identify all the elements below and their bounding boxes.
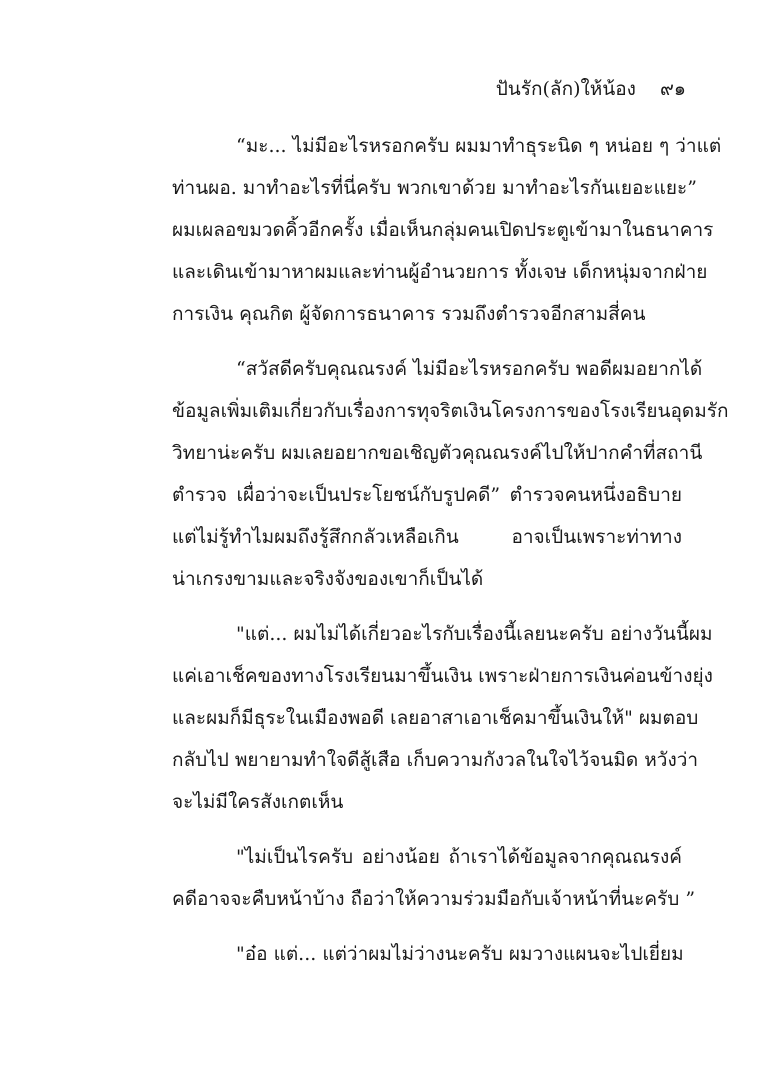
- text-line: คดีอาจจะคืบหน้าบ้าง ถือว่าให้ความร่วมมือกับเจ้าหน้าที่นะครับ ”: [172, 888, 696, 910]
- running-head: [496, 74, 686, 104]
- paragraph-2: [172, 348, 729, 600]
- paragraph-1: [172, 125, 722, 335]
- text-line: ตำรวจ เผื่อว่าจะเป็นประโยชน์กับรูปคดี” ตำรวจคนหนึ่งอธิบาย: [172, 484, 682, 506]
- text-line: การเงิน คุณกิต ผู้จัดการธนาคาร รวมถึงตำรวจอีกสามสี่คน: [172, 303, 646, 325]
- page-number: ๙๑: [660, 78, 686, 100]
- book-title: ปันรัก(ลัก)ให้น้อง: [495, 78, 636, 100]
- text-line: "อ๋อ แต่... แต่ว่าผมไม่ว่างนะครับ ผมวางแผนจะไปเยี่ยม: [236, 943, 684, 965]
- paragraph-4: [172, 836, 696, 920]
- text-line: "ไม่เป็นไรครับ อย่างน้อย ถ้าเราได้ข้อมูลจากคุณณรงค์: [236, 846, 682, 868]
- text-line: “มะ... ไม่มีอะไรหรอกครับ ผมมาทำธุระนิด ๆ หน่อย ๆ ว่าแต่: [236, 135, 722, 157]
- text-line: จะไม่มีใครสังเกตเห็น: [172, 791, 344, 813]
- text-line: ผมเผลอขมวดคิ้วอีกครั้ง เมื่อเห็นกลุ่มคนเปิดประตูเข้ามาในธนาคาร: [172, 219, 714, 241]
- text-line: กลับไป พยายามทำใจดีสู้เสือ เก็บความกังวลในใจไว้จนมิด หวังว่า: [172, 749, 699, 771]
- text-line: แค่เอาเช็คของทางโรงเรียนมาขึ้นเงิน เพราะฝ่ายการเงินค่อนข้างยุ่ง: [172, 665, 713, 687]
- text-line: ท่านผอ. มาทำอะไรที่นี่ครับ พวกเขาด้วย มาทำอะไรกันเยอะแยะ”: [172, 177, 697, 199]
- text-line: “สวัสดีครับคุณณรงค์ ไม่มีอะไรหรอกครับ พอดีผมอยากได้: [236, 358, 703, 380]
- text-line: วิทยาน่ะครับ ผมเลยอยากขอเชิญตัวคุณณรงค์ไปให้ปากคำที่สถานี: [172, 442, 703, 464]
- text-line: น่าเกรงขามและจริงจังของเขาก็เป็นได้: [172, 568, 484, 590]
- text-line: และเดินเข้ามาหาผมและท่านผู้อำนวยการ ทั้งเจษ เด็กหนุ่มจากฝ่าย: [172, 261, 708, 283]
- text-line: แต่ไม่รู้ทำไมผมถึงรู้สึกกลัวเหลือเกิน อาจเป็นเพราะท่าทาง: [172, 526, 682, 548]
- text-line: และผมก็มีธุระในเมืองพอดี เลยอาสาเอาเช็คมาขึ้นเงินให้" ผมตอบ: [172, 707, 699, 729]
- text-line: "แต่... ผมไม่ได้เกี่ยวอะไรกับเรื่องนี้เลยนะครับ อย่างวันนี้ผม: [236, 623, 713, 645]
- paragraph-3: [172, 613, 713, 823]
- paragraph-5: [172, 933, 682, 975]
- body-text: [172, 125, 729, 988]
- text-line: ข้อมูลเพิ่มเติมเกี่ยวกับเรื่องการทุจริตเงินโครงการของโรงเรียนอุดมรัก: [172, 400, 729, 422]
